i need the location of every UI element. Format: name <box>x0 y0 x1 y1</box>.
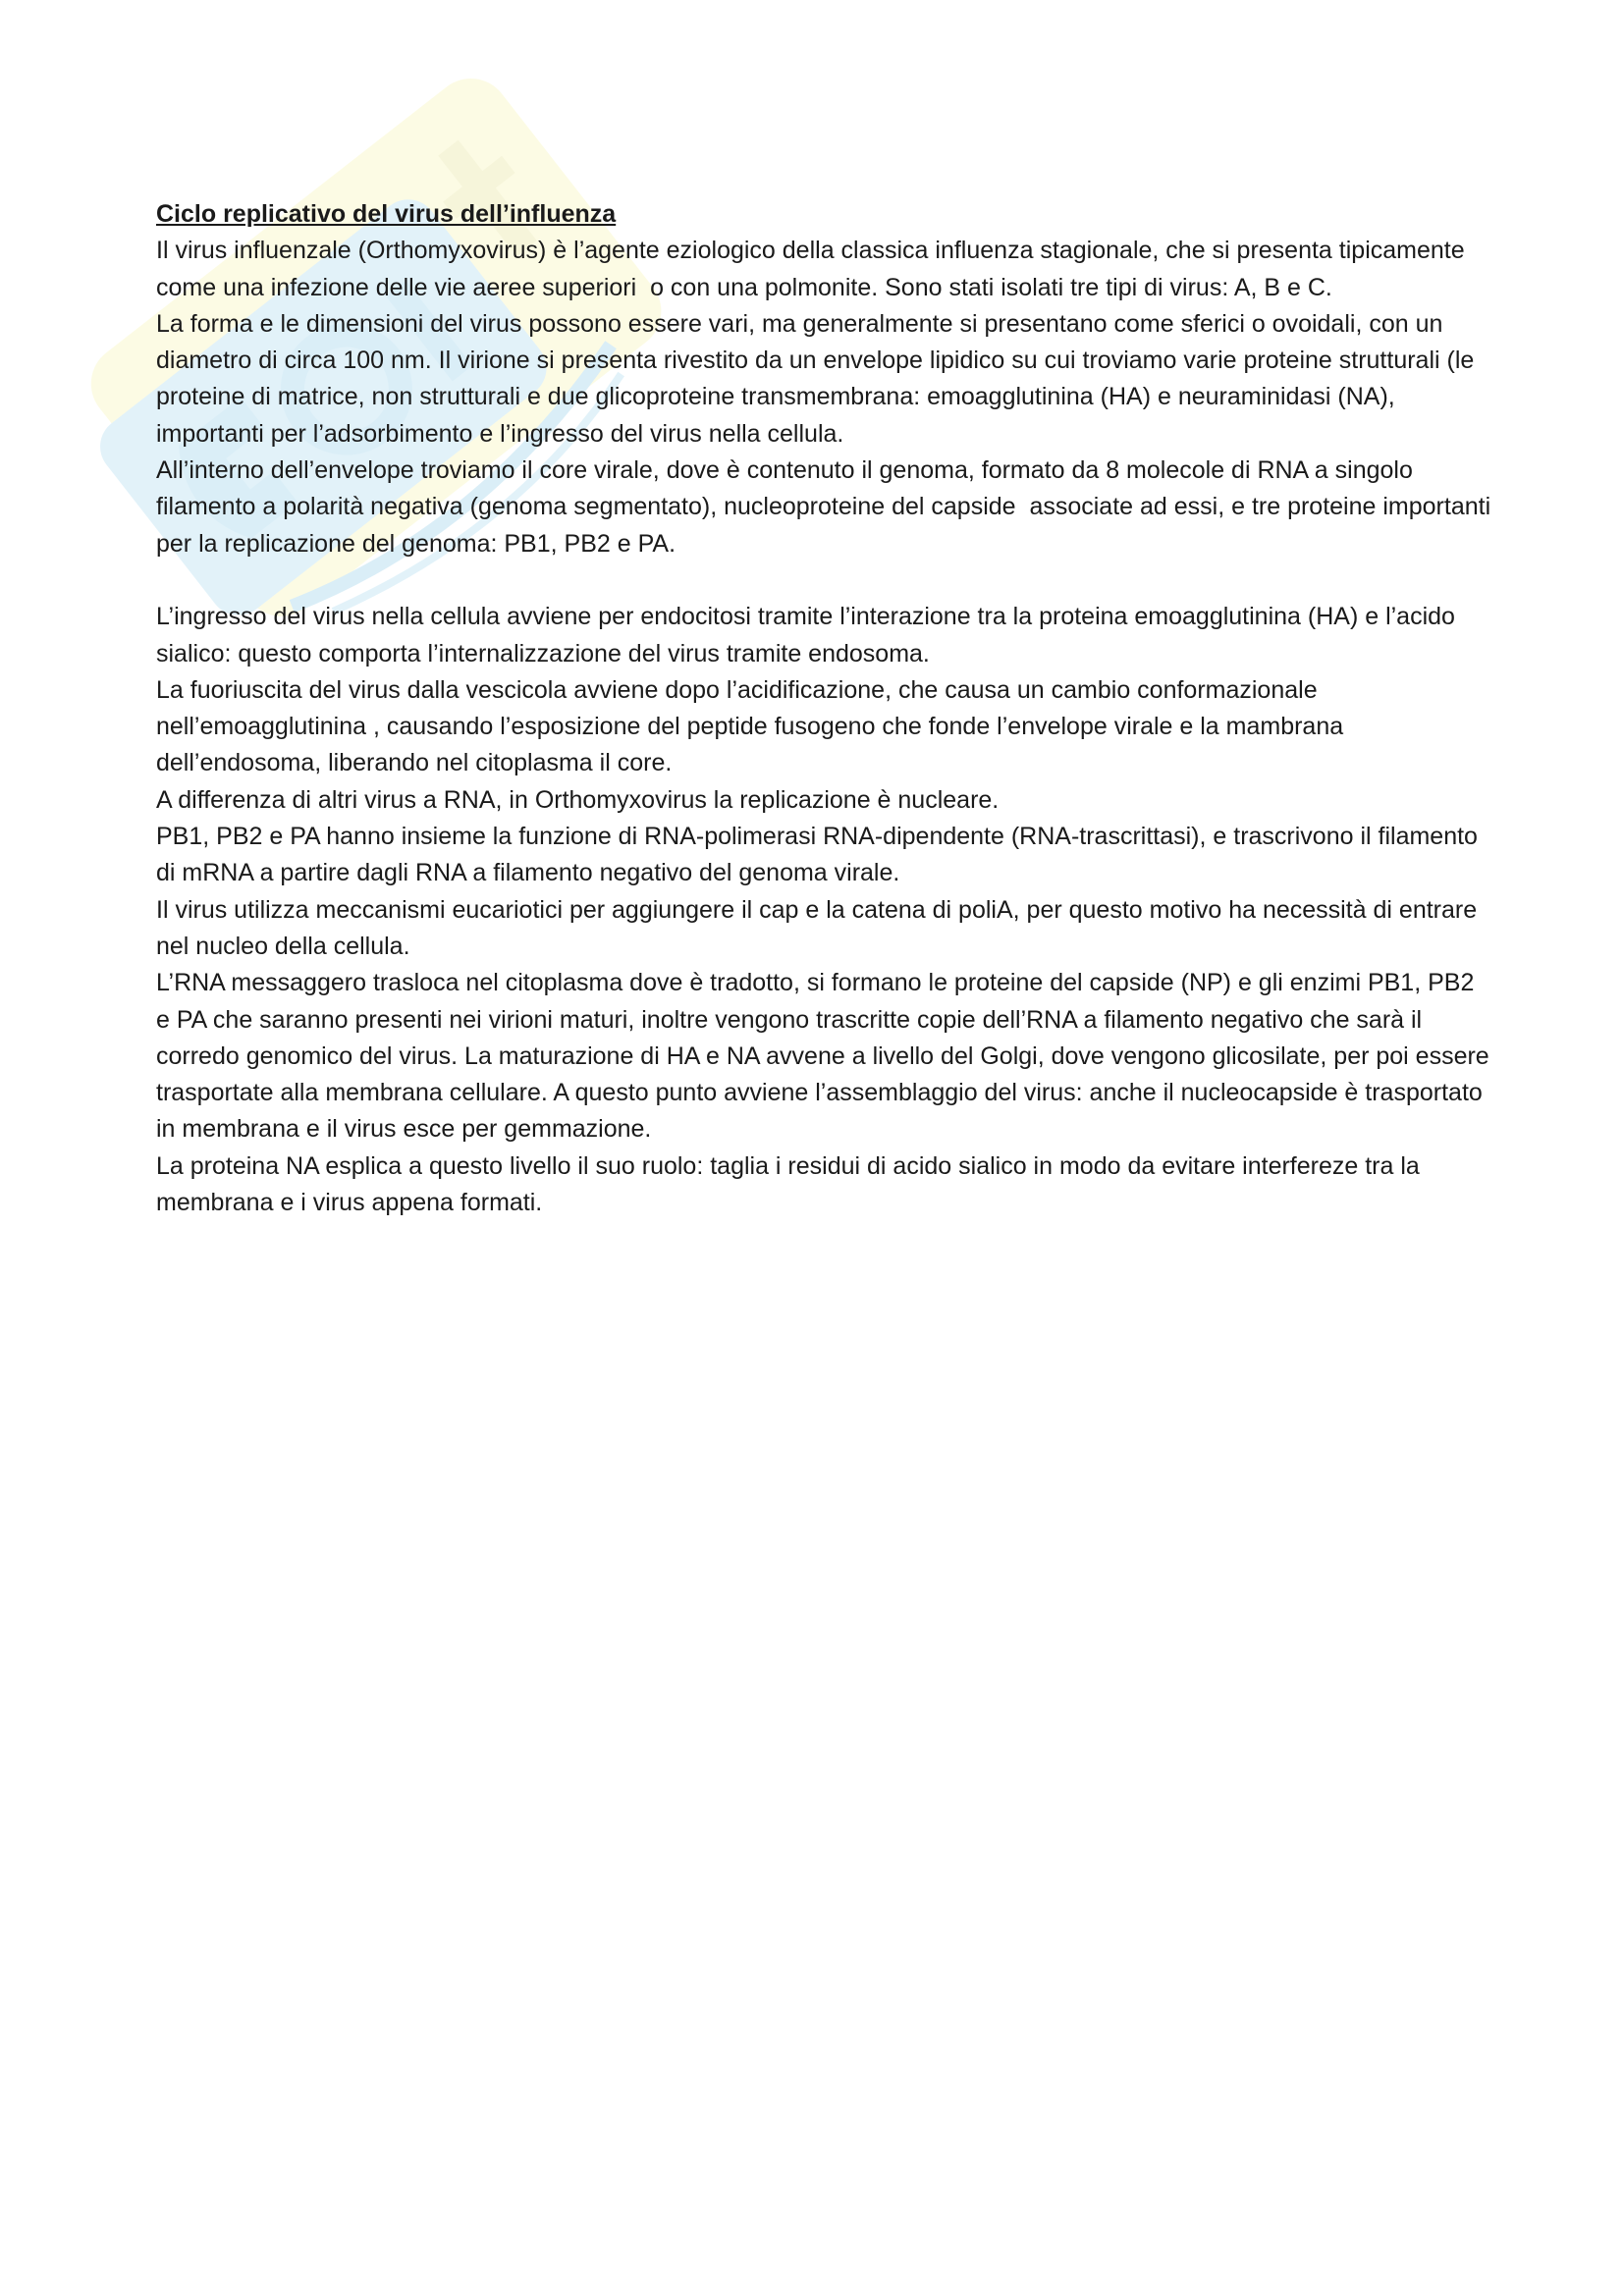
paragraph: PB1, PB2 e PA hanno insieme la funzione di RNA-polimerasi RNA-dipendente (RNA-trascrittasi), e trascrivono il filamento di mRNA a partire dagli RNA a filamento negativo del genoma virale. <box>156 823 1485 887</box>
document-content <box>156 196 1498 1221</box>
paragraph: L’ingresso del virus nella cellula avviene per endocitosi tramite l’interazione tra la proteina emoagglutinina (HA) e l’acido sialico: questo comporta l’internalizzazione del virus tramite endosoma. <box>156 603 1462 667</box>
paragraph: La proteina NA esplica a questo livello il suo ruolo: taglia i residui di acido sialico in modo da evitare interfereze tra la membrana e i virus appena formati. <box>156 1151 1427 1217</box>
paragraph-gap <box>156 562 1491 599</box>
document-title: Ciclo replicativo del virus dell’influenza <box>156 200 617 228</box>
paragraph: L’RNA messaggero trasloca nel citoplasma dove è tradotto, si formano le proteine del capside (NP) e gli enzimi PB1, PB2 e PA che saranno presenti nei virioni maturi, inoltre vengono trascritte copie dell’RNA a filamento negativo che sarà il corredo genomico del virus. La maturazione di HA e NA avvene a livello del Golgi, dove vengono glicosilate, per poi essere trasportate alla membrana cellulare. A questo punto avviene l’assemblaggio del virus: anche il nucleocapside è trasportato in membrana e il virus esce per gemmazione. <box>156 969 1496 1144</box>
paragraph: Il virus influenzale (Orthomyxovirus) è l’agente eziologico della classica influenza stagionale, che si presenta tipicamente come una infezione delle vie aeree superiori o con una polmonite. Sono stati isolati tre tipi di virus: A, B e C. <box>156 237 1472 301</box>
paragraph: La fuoriuscita del virus dalla vescicola avviene dopo l’acidificazione, che causa un cambio conformazionale nell’emoagglutinina , causando l’esposizione del peptide fusogeno che fonde l’envelope virale e la mambrana dell’endosoma, liberando nel citoplasma il core. <box>156 675 1351 777</box>
paragraph: Il virus utilizza meccanismi eucariotici per aggiungere il cap e la catena di poliA, per questo motivo ha necessità di entrare nel nucleo della cellula. <box>156 895 1485 960</box>
paragraph: All’interno dell’envelope troviamo il core virale, dove è contenuto il genoma, formato da 8 molecole di RNA a singolo filamento a polarità negativa (genoma segmentato), nucleoproteine del capside associate ad essi, e tre proteine importanti per la replicazione del genoma: PB1, PB2 e PA. <box>156 456 1498 558</box>
paragraph: La forma e le dimensioni del virus possono essere vari, ma generalmente si presentano come sferici o ovoidali, con un diametro di circa 100 nm. Il virione si presenta rivestito da un envelope lipidico su cui troviamo varie proteine strutturali (le proteine di matrice, non strutturali e due glicoproteine transmembrana: emoagglutinina (HA) e neuraminidasi (NA), importanti per l’adsorbimento e l’ingresso del virus nella cellula. <box>156 309 1482 448</box>
paragraph: A differenza di altri virus a RNA, in Orthomyxovirus la replicazione è nucleare. <box>156 785 1000 814</box>
